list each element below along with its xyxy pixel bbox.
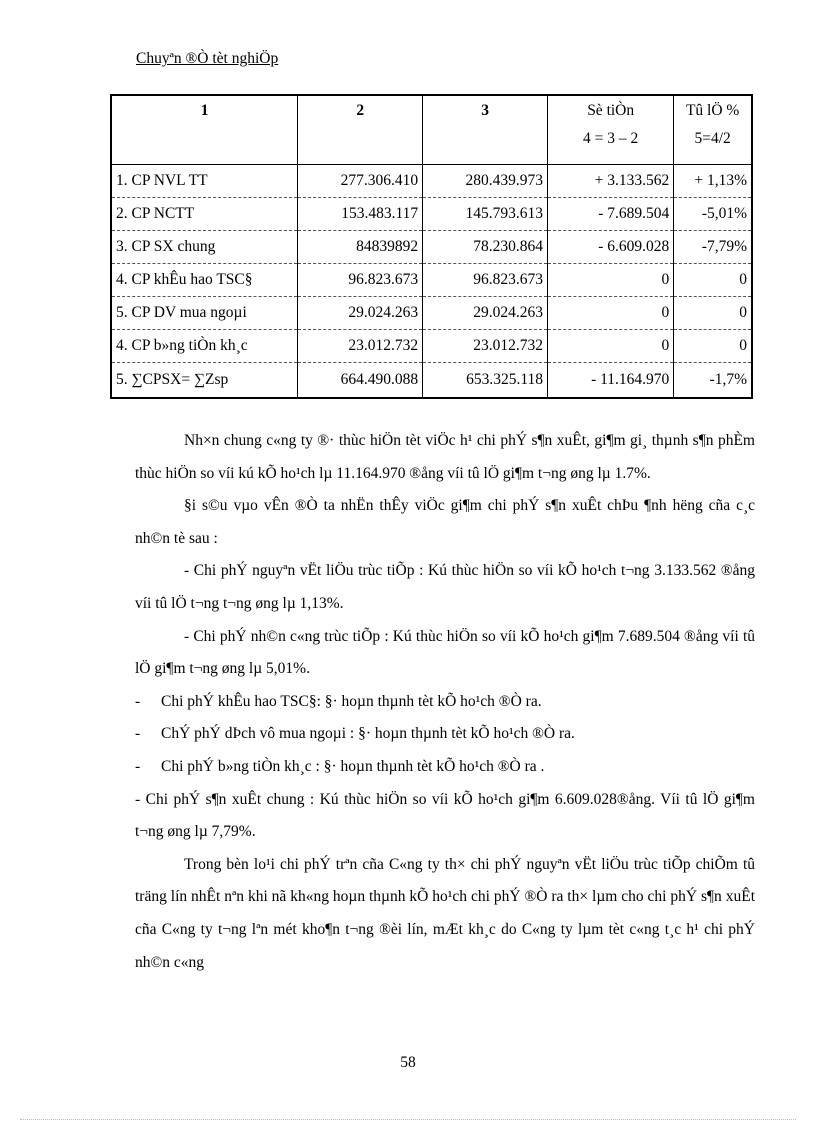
value-cell: 96.823.673 <box>298 264 423 297</box>
value-cell: - 7.689.504 <box>548 198 674 231</box>
paragraph: - Chi phÝ s¶n xuÊt chung : Kú thùc hiÖn so víi kÕ ho¹ch gi¶m 6.609.028®ång. Víi tû lÖ gi¶m t¬ng øng lµ 7,79%. <box>135 790 755 841</box>
row-label-cell: 5. ∑CPSX= ∑Zsp <box>111 363 298 399</box>
header-cell <box>298 95 423 165</box>
value-cell: 29.024.263 <box>423 297 548 330</box>
footer-divider <box>20 1119 796 1120</box>
value-cell: - 11.164.970 <box>548 363 674 399</box>
row-label-cell: 5. CP DV mua ngoµi <box>111 297 298 330</box>
bullet-dash: - <box>135 692 141 710</box>
header-cell <box>548 95 674 165</box>
table-row <box>111 264 752 297</box>
page-header: Chuyªn ®Ò tèt nghiÖp <box>136 50 279 67</box>
value-cell: 0 <box>674 264 752 297</box>
value-cell: 277.306.410 <box>298 165 423 198</box>
value-cell: 0 <box>548 264 674 297</box>
table-header-row <box>111 95 752 165</box>
value-cell: 29.024.263 <box>298 297 423 330</box>
paragraph: Trong bèn lo¹i chi phÝ trªn cña C«ng ty th× chi phÝ nguyªn vËt liÖu trùc tiÕp chiÕm tû träng lín nhÊt nªn khi nã kh«ng hoµn thµnh kÕ ho¹ch chi phÝ ®Ò ra th× lµm cho chi phÝ s¶n xuÊt cña C«ng ty t¬ng lªn mét kho¶n t¬ng ®èi lín, mÆt kh¸c do C«ng ty lµm tèt c«ng t¸c h¹ chi phÝ nh©n c«ng <box>135 855 755 971</box>
value-cell: -7,79% <box>674 231 752 264</box>
header-line2: 4 = 3 – 2 <box>583 130 639 147</box>
table-row <box>111 330 752 363</box>
bullet-text: Chi phÝ b»ng tiÒn kh¸c : §· hoµn thµnh tèt kÕ ho¹ch ®Ò ra . <box>161 757 545 775</box>
value-cell: + 3.133.562 <box>548 165 674 198</box>
header-cell <box>674 95 752 165</box>
page-number: 58 <box>400 1054 416 1071</box>
value-cell: 23.012.732 <box>298 330 423 363</box>
value-cell: - 6.609.028 <box>548 231 674 264</box>
row-label-cell: 4. CP khÊu hao TSC§ <box>111 264 298 297</box>
value-cell: -1,7% <box>674 363 752 399</box>
value-cell: 96.823.673 <box>423 264 548 297</box>
bullet-item <box>135 751 755 784</box>
value-cell: 0 <box>674 297 752 330</box>
table-row <box>111 198 752 231</box>
row-label-cell: 3. CP SX chung <box>111 231 298 264</box>
header-line1: Sè tiÒn <box>587 102 635 119</box>
value-cell: + 1,13% <box>674 165 752 198</box>
value-cell: 0 <box>548 297 674 330</box>
value-cell: 664.490.088 <box>298 363 423 399</box>
value-cell: 23.012.732 <box>423 330 548 363</box>
header-line1: 1 <box>200 102 209 119</box>
value-cell: 78.230.864 <box>423 231 548 264</box>
header-cell <box>111 95 298 165</box>
value-cell: 84839892 <box>298 231 423 264</box>
table-row <box>111 231 752 264</box>
row-label-cell: 1. CP NVL TT <box>111 165 298 198</box>
header-line2: 5=4/2 <box>694 130 731 147</box>
header-cell <box>423 95 548 165</box>
row-label-cell: 2. CP NCTT <box>111 198 298 231</box>
cost-comparison-table <box>110 94 753 399</box>
header-line1: 2 <box>356 102 365 119</box>
body-text <box>135 425 755 979</box>
table-row <box>111 165 752 198</box>
value-cell: 280.439.973 <box>423 165 548 198</box>
value-cell: 0 <box>674 330 752 363</box>
table-row <box>111 363 752 399</box>
table-row <box>111 297 752 330</box>
value-cell: -5,01% <box>674 198 752 231</box>
row-label-cell: 4. CP b»ng tiÒn kh¸c <box>111 330 298 363</box>
paragraph: - Chi phÝ nh©n c«ng trùc tiÕp : Kú thùc hiÖn so víi kÕ ho¹ch gi¶m 7.689.504 ®ång víi tû lÖ gi¶m t¬ng øng lµ 5,01%. <box>135 627 755 678</box>
header-line1: 3 <box>481 102 489 119</box>
bullet-item <box>135 718 755 751</box>
table-body <box>111 95 752 398</box>
paragraph: - Chi phÝ nguyªn vËt liÖu trùc tiÕp : Kú thùc hiÖn so víi kÕ ho¹ch t¬ng 3.133.562 ®ång víi tû lÖ t¬ng t¬ng øng lµ 1,13%. <box>135 562 755 612</box>
paragraph: §i s©u vµo vÊn ®Ò ta nhËn thÊy viÖc gi¶m chi phÝ s¶n xuÊt chÞu ¶nh hëng cña c¸c nh©n tè sau : <box>135 497 755 547</box>
bullet-item <box>135 686 755 719</box>
bullet-dash: - <box>135 757 141 775</box>
paragraph: Nh×n chung c«ng ty ®· thùc hiÖn tèt viÖc h¹ chi phÝ s¶n xuÊt, gi¶m gi¸ thµnh s¶n phÈm thùc hiÖn so víi kú kÕ ho¹ch lµ 11.164.970 ®ång víi tû lÖ gi¶m t¬ng øng lµ 1.7%. <box>135 432 755 482</box>
value-cell: 153.483.117 <box>298 198 423 231</box>
bullet-dash: - <box>135 725 141 743</box>
value-cell: 653.325.118 <box>423 363 548 399</box>
bullet-text: ChÝ phÝ dÞch vô mua ngoµi : §· hoµn thµnh tèt kÕ ho¹ch ®Ò ra. <box>161 725 575 743</box>
value-cell: 145.793.613 <box>423 198 548 231</box>
header-line1: Tû lÖ % <box>685 102 740 119</box>
value-cell: 0 <box>548 330 674 363</box>
bullet-text: Chi phÝ khÊu hao TSC§: §· hoµn thµnh tèt kÕ ho¹ch ®Ò ra. <box>161 692 542 710</box>
